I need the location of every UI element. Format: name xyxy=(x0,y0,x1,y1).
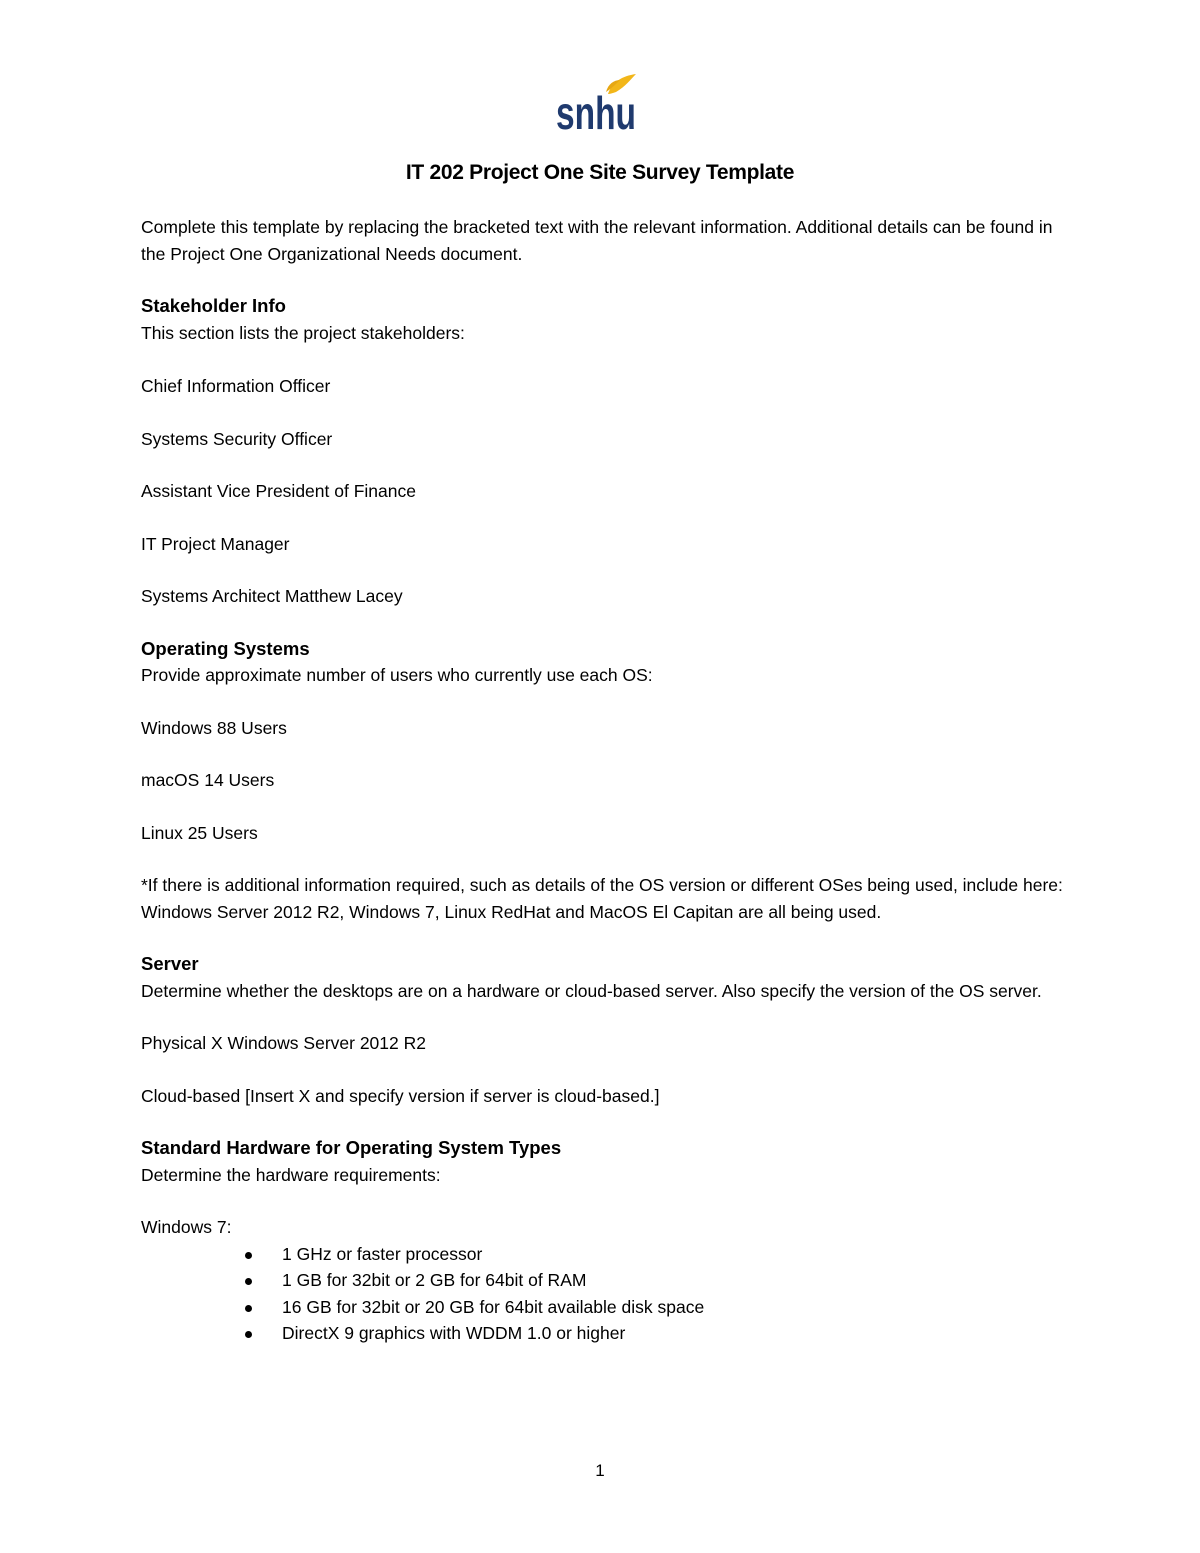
list-item xyxy=(141,1294,1071,1321)
bullet-icon xyxy=(245,1278,252,1285)
server-physical: Physical X Windows Server 2012 R2 xyxy=(141,1033,426,1053)
os-item: Linux 25 Users xyxy=(141,822,258,843)
list-item xyxy=(141,1320,1071,1347)
os-description: Provide approximate number of users who currently use each OS: xyxy=(141,665,653,685)
stakeholder-heading: Stakeholder Info xyxy=(141,295,286,316)
document-body xyxy=(141,214,1071,1347)
os-item: macOS 14 Users xyxy=(141,770,275,790)
bullet-icon xyxy=(245,1331,252,1338)
stakeholder-item: Chief Information Officer xyxy=(141,376,331,396)
server-heading: Server xyxy=(141,953,199,974)
list-item xyxy=(141,1267,1071,1294)
stakeholder-description: This section lists the project stakeholders: xyxy=(141,322,465,343)
page-number: 1 xyxy=(595,1461,605,1480)
windows7-label: Windows 7: xyxy=(141,1217,232,1237)
document-title: IT 202 Project One Site Survey Template xyxy=(405,161,795,184)
stakeholder-item: Assistant Vice President of Finance xyxy=(141,481,416,501)
bullet-icon xyxy=(245,1252,252,1259)
stakeholder-item: Systems Security Officer xyxy=(141,428,333,449)
list-item-text: 1 GB for 32bit or 2 GB for 64bit of RAM xyxy=(282,1270,587,1290)
snhu-logo-image xyxy=(556,74,638,139)
hardware-description: Determine the hardware requirements: xyxy=(141,1164,441,1185)
intro-paragraph: Complete this template by replacing the bracketed text with the relevant information. Additional details can be found in the Project One Organizational Needs document. xyxy=(141,217,1053,264)
os-item: Windows 88 Users xyxy=(141,717,287,738)
os-note: *If there is additional information required, such as details of the OS version or different OSes being used, include here: Windows Server 2012 R2, Windows 7, Linux RedHat and MacOS El Capitan are all being used. xyxy=(141,875,1063,922)
list-item-text: 1 GHz or faster processor xyxy=(282,1243,483,1264)
os-heading: Operating Systems xyxy=(141,637,310,659)
windows7-requirements-list xyxy=(141,1241,1071,1347)
stakeholder-item: Systems Architect Matthew Lacey xyxy=(141,586,403,606)
server-description: Determine whether the desktops are on a hardware or cloud-based server. Also specify the version of the OS server. xyxy=(141,980,1042,1001)
server-cloud: Cloud-based [Insert X and specify version if server is cloud-based.] xyxy=(141,1085,660,1106)
list-item xyxy=(141,1241,1071,1268)
bullet-icon xyxy=(245,1305,252,1312)
hardware-heading: Standard Hardware for Operating System Types xyxy=(141,1137,562,1158)
svg-text:snhu: snhu xyxy=(556,87,636,139)
list-item-text: 16 GB for 32bit or 20 GB for 64bit available disk space xyxy=(282,1296,705,1317)
stakeholder-item: IT Project Manager xyxy=(141,533,290,554)
list-item-text: DirectX 9 graphics with WDDM 1.0 or higher xyxy=(282,1323,626,1343)
snhu-logo xyxy=(556,74,638,139)
